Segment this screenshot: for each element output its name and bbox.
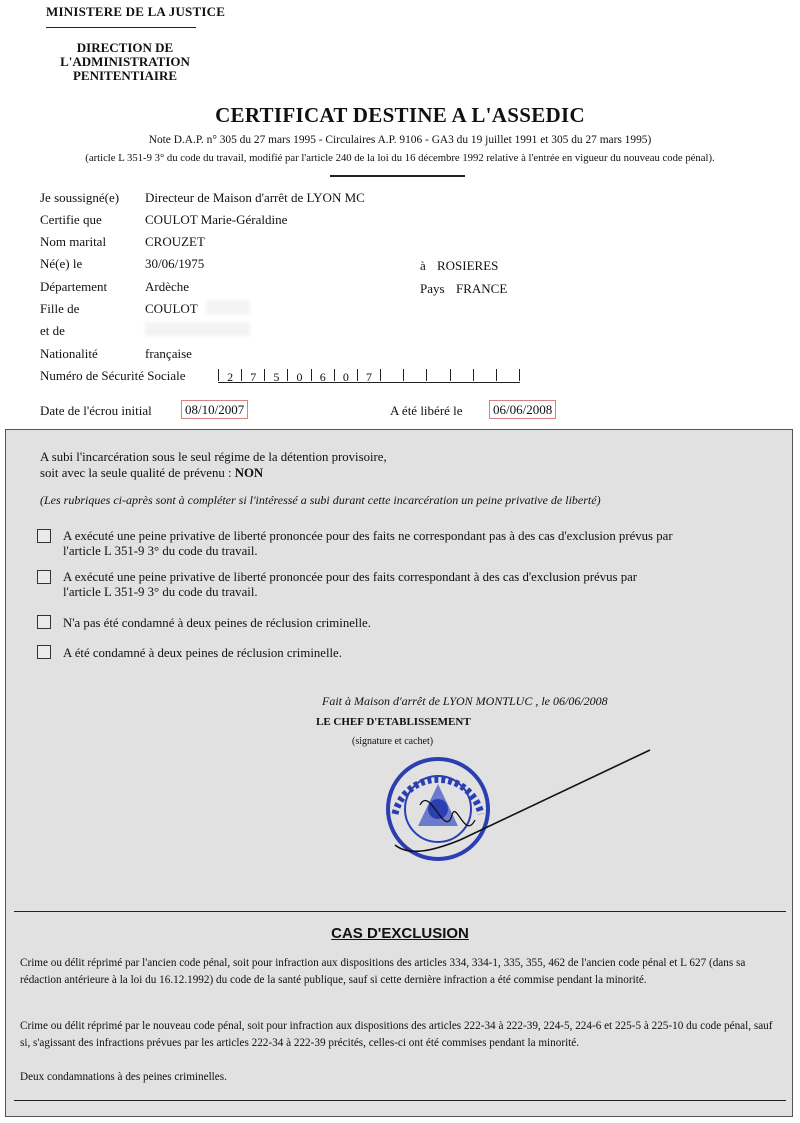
checkbox-exclusion-not-matching[interactable] (37, 529, 51, 543)
detention-prevenu-value: NON (234, 466, 264, 480)
signature-chief-title: LE CHEF D'ETABLISSEMENT (316, 716, 471, 728)
checkbox-2-text (63, 570, 637, 600)
pays-value: FRANCE (456, 281, 508, 296)
exclusion-paragraph-2: Crime ou délit réprimé par le nouveau code pénal, soit pour infraction aux dispositions des articles 222-34 à 222-39, 224-5, 224-6 et 225-5 à 225-10 du code pénal, sauf si, s'agissant des infractions prévues par les articles 222-34 à 222-39 précités, celles-ci ont été commises pendant la minorité. (20, 1020, 773, 1049)
secu-digit: 0 (334, 369, 357, 381)
detention-line-2 (40, 466, 263, 481)
title-separator (330, 175, 465, 177)
nationalite-label: Nationalité (40, 346, 98, 361)
ecrou-date-field[interactable]: 08/10/2007 (181, 400, 248, 419)
detention-instructions: (Les rubriques ci-après sont à compléter si l'intéressé a subi durant cette incarcération un peine privative de liberté) (40, 493, 601, 507)
checkbox-4-text: A été condamné à deux peines de réclusion criminelle. (63, 646, 342, 660)
ecrou-label: Date de l'écrou initial (40, 403, 152, 418)
document-title: CERTIFICAT DESTINE A L'ASSEDIC (215, 103, 585, 127)
secu-digit (496, 369, 520, 381)
secu-digit: 6 (311, 369, 334, 381)
checkbox-exclusion-matching[interactable] (37, 570, 51, 584)
direction-line: L'ADMINISTRATION (60, 54, 190, 69)
secu-digit: 7 (357, 369, 380, 381)
checkbox-2-line-2: l'article L 351-9 3° du code du travail. (63, 585, 258, 599)
nationalite-value: française (145, 346, 192, 361)
signature-place-date: Fait à Maison d'arrêt de LYON MONTLUC , le 06/06/2008 (322, 694, 608, 708)
redacted-father-name (206, 300, 250, 314)
nom-marital-value: CROUZET (145, 234, 205, 249)
checkbox-1-text (63, 529, 673, 559)
exclusion-title: CAS D'EXCLUSION (331, 925, 469, 942)
direction-line: PENITENTIAIRE (72, 68, 178, 83)
et-de-label: et de (40, 323, 65, 338)
ministry-name: MINISTERE DE LA JUSTICE (46, 4, 226, 19)
birth-date-value: 30/06/1975 (145, 256, 205, 271)
checkbox-1-line-2: l'article L 351-9 3° du code du travail. (63, 544, 258, 558)
birth-place-value: ROSIERES (437, 258, 499, 273)
libere-label: A été libéré le (390, 403, 463, 418)
secu-digit (380, 369, 403, 381)
libere-date-field[interactable]: 06/06/2008 (489, 400, 556, 419)
checkbox-2-line-1: A exécuté une peine privative de liberté prononcée pour des faits correspondant à des cas d'exclusion prévus par (63, 570, 638, 584)
checkbox-two-sentences[interactable] (37, 645, 51, 659)
redacted-mother-name (145, 322, 250, 336)
secu-label: Numéro de Sécurité Sociale (40, 368, 186, 383)
secu-digit (426, 369, 449, 381)
legal-note-line-2: (article L 351-9 3° du code du travail, modifié par l'article 240 de la loi du 16 décembre 1992 relative à l'entrée en vigueur du nouveau code pénal). (85, 152, 715, 164)
exclusion-paragraph-1: Crime ou délit réprimé par l'ancien code pénal, soit pour infraction aux dispositions des articles 334, 334-1, 335, 355, 462 de l'ancien code pénal et L 627 (dans sa rédaction antérieure à la loi du 16.12.1992) du code de la santé publique, sauf si cette dernière infraction a été commise pendant la minorité. (20, 957, 746, 986)
signature-note: (signature et cachet) (352, 736, 434, 747)
secu-number-boxes (218, 366, 520, 383)
fille-de-label: Fille de (40, 301, 80, 316)
checkbox-no-two-sentences[interactable] (37, 615, 51, 629)
legal-note-line-1: Note D.A.P. n° 305 du 27 mars 1995 - Circulaires A.P. 9106 - GA3 du 19 juillet 1991 et 305 du 27 mars 1995) (148, 134, 652, 146)
certifie-value: COULOT Marie-Géraldine (145, 212, 288, 227)
secu-digit (473, 369, 496, 381)
secu-digit: 0 (287, 369, 310, 381)
checkbox-3-text: N'a pas été condamné à deux peines de réclusion criminelle. (63, 616, 371, 630)
exclusion-top-rule (14, 911, 786, 912)
secu-digit: 7 (241, 369, 264, 381)
birth-date-label: Né(e) le (40, 256, 83, 271)
detention-prevenu-label: soit avec la seule qualité de prévenu : (40, 466, 235, 480)
handwritten-signature-icon (390, 745, 660, 865)
secu-digit (450, 369, 473, 381)
nom-marital-label: Nom marital (40, 234, 107, 249)
secu-digit: 2 (218, 369, 241, 381)
departement-value: Ardèche (145, 279, 190, 294)
checkbox-1-line-1: A exécuté une peine privative de liberté prononcée pour des faits ne correspondant pas à des cas d'exclusion prévus par (63, 529, 673, 543)
exclusion-bottom-rule (14, 1100, 786, 1101)
soussigne-label: Je soussigné(e) (40, 190, 120, 205)
detention-line-1: A subi l'incarcération sous le seul régime de la détention provisoire, (40, 450, 387, 464)
pays-label: Pays (420, 281, 445, 296)
secu-digit: 5 (264, 369, 287, 381)
ministry-underline (46, 27, 196, 28)
exclusion-paragraph-3: Deux condamnations à des peines criminelles. (20, 1071, 227, 1083)
soussigne-value: Directeur de Maison d'arrêt de LYON MC (145, 190, 365, 205)
birth-place-label: à (420, 258, 426, 273)
fille-de-value: COULOT (145, 301, 198, 316)
direction-block (40, 41, 210, 83)
secu-digit (403, 369, 426, 381)
direction-line: DIRECTION DE (76, 40, 174, 55)
departement-label: Département (40, 279, 108, 294)
certifie-label: Certifie que (40, 212, 102, 227)
